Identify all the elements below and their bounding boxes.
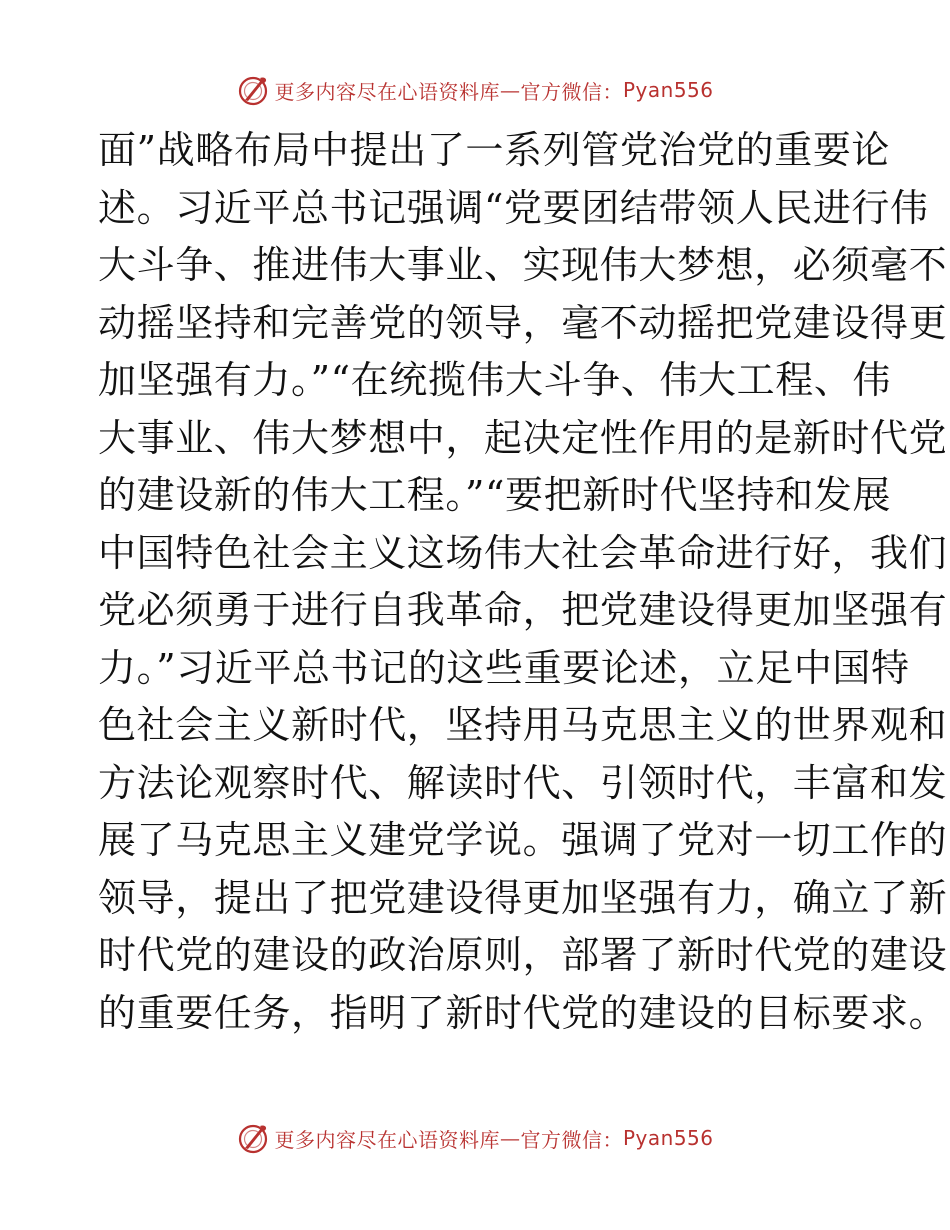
text-line: 展了马克思主义建党学说。强调了党对一切工作的	[98, 818, 948, 862]
banner-separator: —	[499, 78, 521, 102]
header-banner[interactable]	[0, 70, 950, 110]
banner-wechat-id: Pyan556	[622, 78, 714, 102]
banner-site-name: 更多内容尽在心语资料库	[274, 79, 500, 104]
text-line: 动摇坚持和完善党的领导，毫不动摇把党建设得更	[98, 300, 948, 345]
quill-pen-circle-icon	[236, 73, 270, 107]
banner-separator: —	[499, 1126, 521, 1150]
text-line: 面”战略布局中提出了一系列管党治党的重要论	[98, 128, 891, 172]
banner-wechat-label: 官方微信：	[520, 1127, 623, 1152]
text-line: 的建设新的伟大工程。”“要把新时代坚持和发展	[98, 473, 892, 517]
text-line: 述。习近平总书记强调“党要团结带领人民进行伟	[98, 185, 929, 230]
text-line: 色社会主义新时代，坚持用马克思主义的世界观和	[98, 703, 948, 747]
body-paragraph	[98, 122, 948, 1042]
text-line: 时代党的建设的政治原则，部署了新时代党的建设	[98, 933, 948, 977]
text-line: 大事业、伟大梦想中，起决定性作用的是新时代党	[98, 415, 948, 460]
text-line: 力。”习近平总书记的这些重要论述，立足中国特	[98, 645, 910, 690]
quill-pen-circle-icon	[236, 1121, 270, 1155]
text-line: 的重要任务，指明了新时代党的建设的目标要求。	[98, 990, 948, 1035]
text-line: 加坚强有力。”“在统揽伟大斗争、伟大工程、伟	[98, 358, 892, 402]
text-line: 党必须勇于进行自我革命，把党建设得更加坚强有	[98, 588, 948, 632]
banner-site-name: 更多内容尽在心语资料库	[274, 1127, 500, 1152]
text-line: 大斗争、推进伟大事业、实现伟大梦想，必须毫不	[98, 243, 948, 287]
text-line: 方法论观察时代、解读时代、引领时代，丰富和发	[98, 760, 948, 805]
text-line: 中国特色社会主义这场伟大社会革命进行好，我们	[98, 530, 948, 575]
footer-banner[interactable]	[0, 1118, 950, 1158]
banner-wechat-label: 官方微信：	[520, 79, 623, 104]
banner-wechat-id: Pyan556	[622, 1126, 714, 1150]
text-line: 领导，提出了把党建设得更加坚强有力，确立了新	[98, 875, 948, 920]
